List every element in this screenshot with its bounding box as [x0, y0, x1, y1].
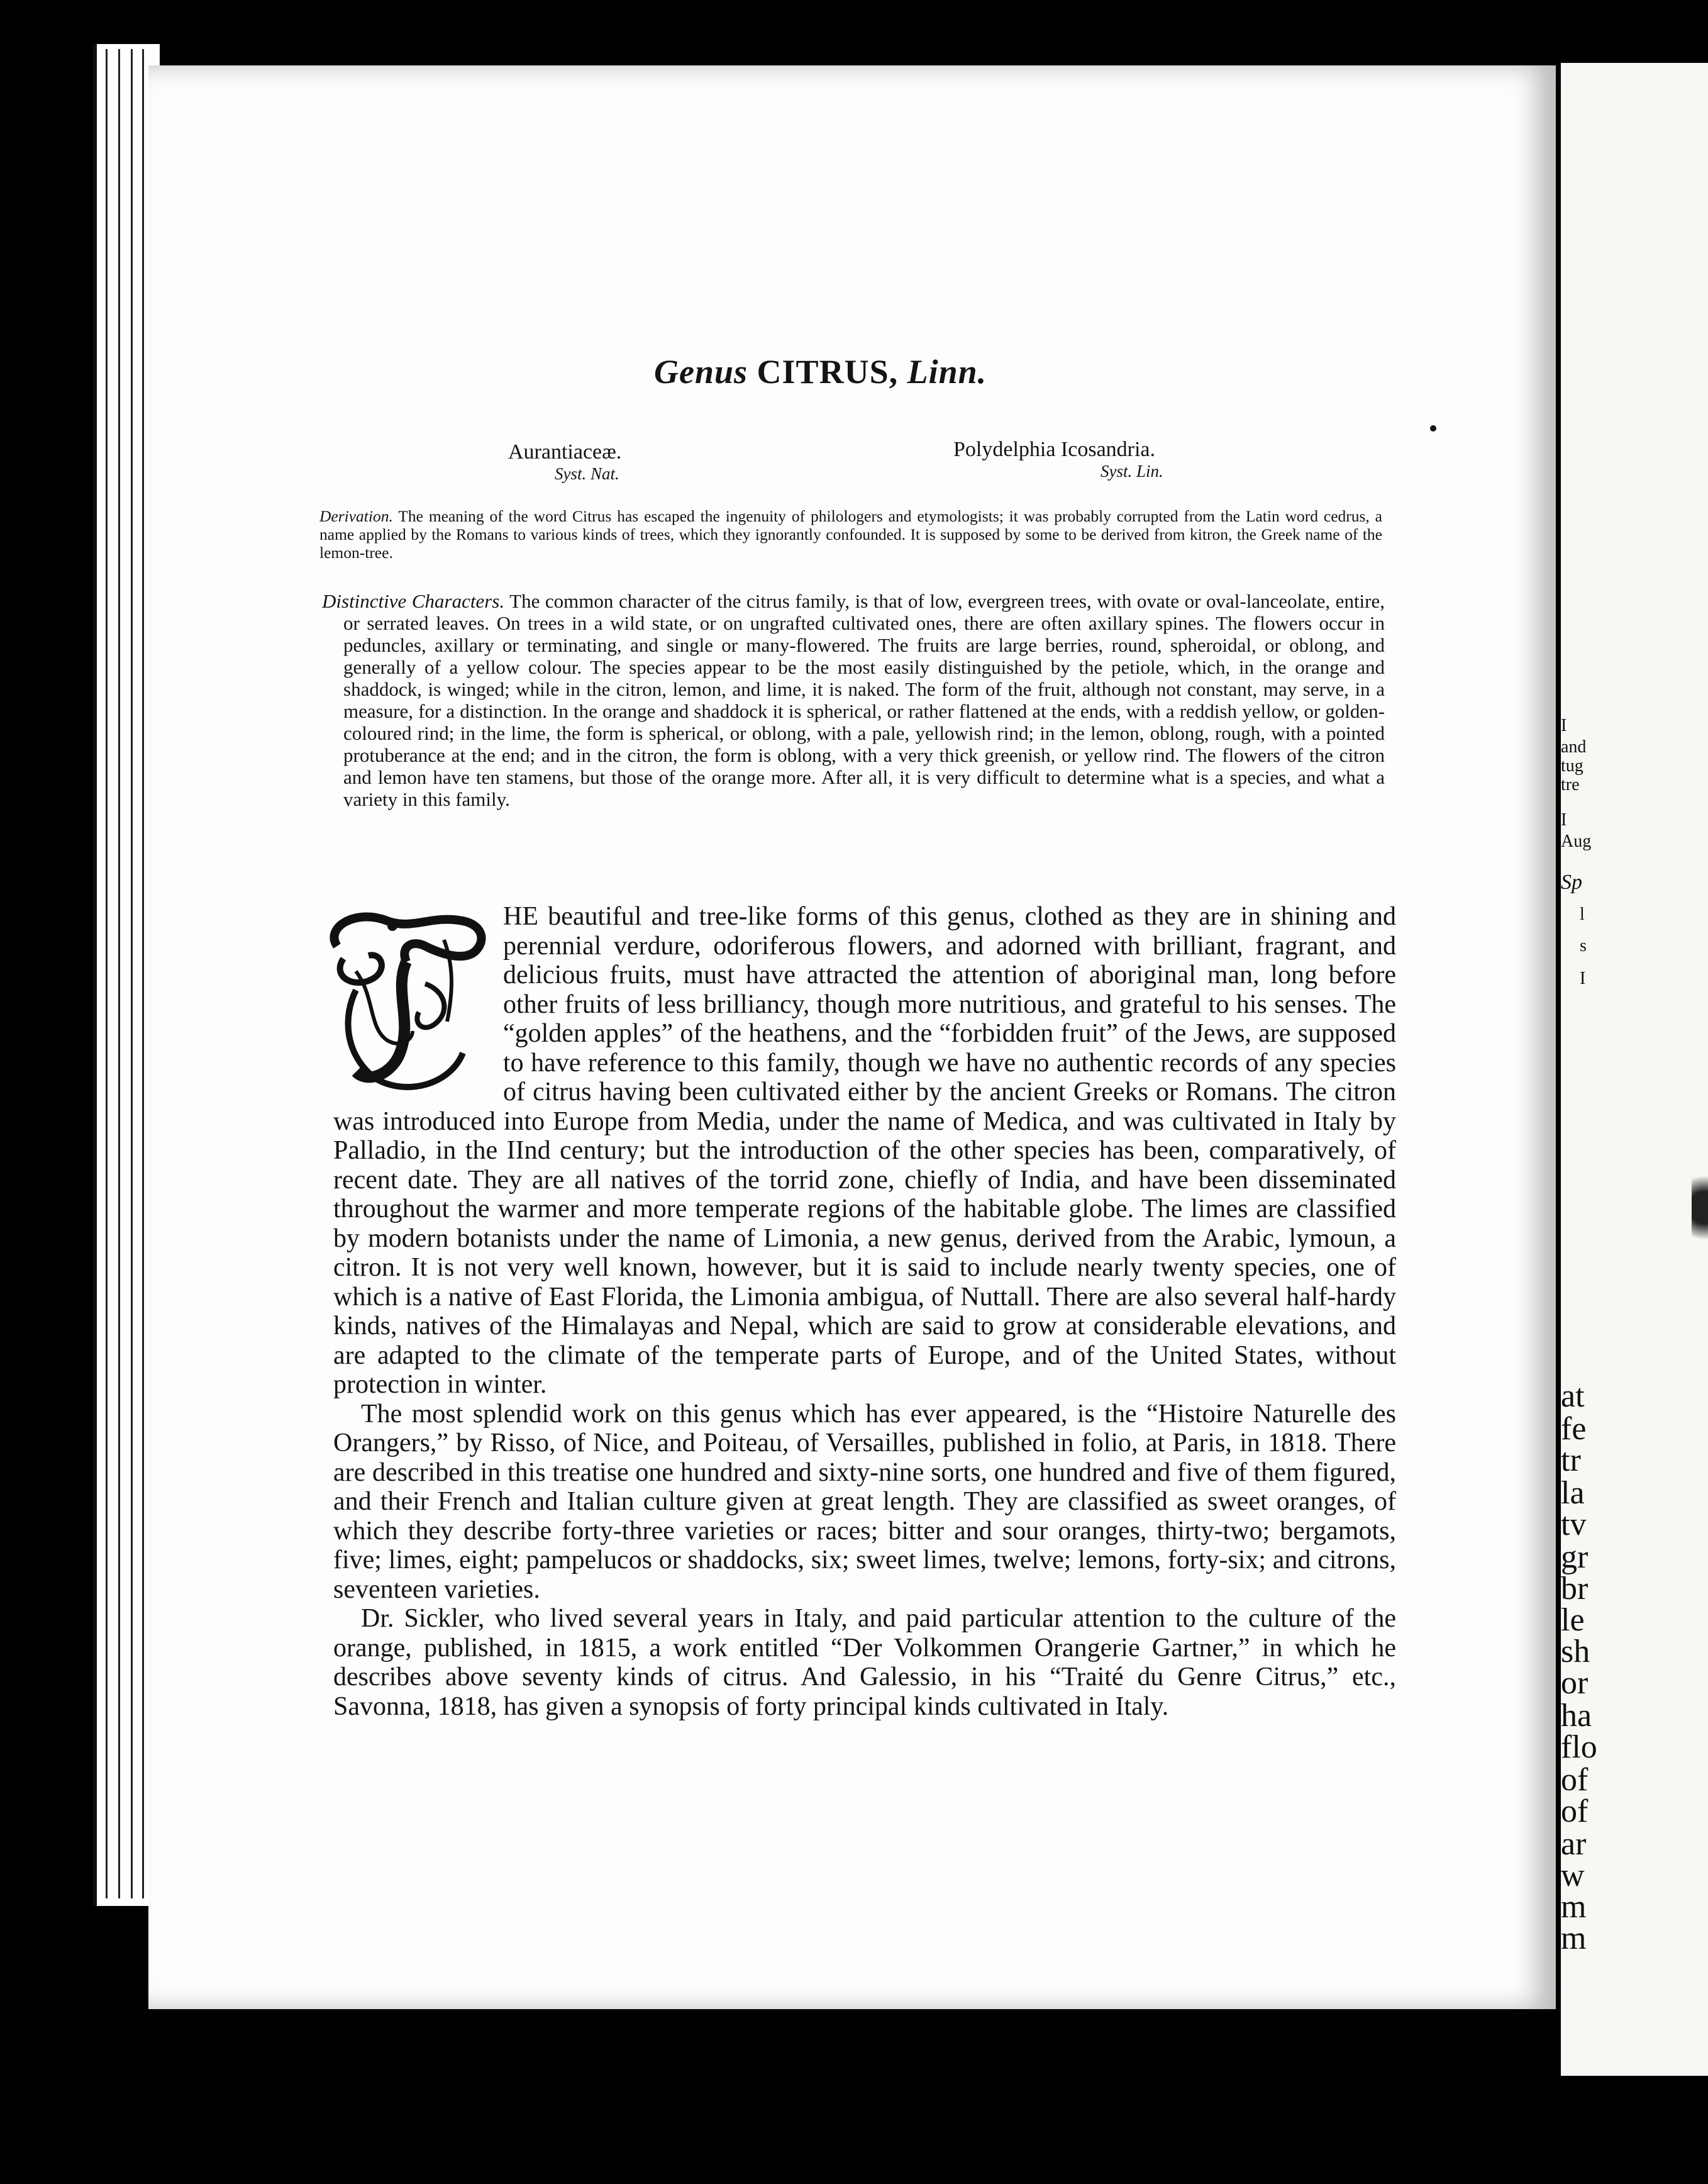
facing-text-fragment: gr	[1561, 1539, 1589, 1575]
page-edge-line	[131, 49, 133, 1898]
page-edge-line	[106, 49, 108, 1898]
facing-text-fragment: of	[1561, 1793, 1589, 1829]
characters-text: The common character of the citrus family, is that of low, evergreen trees, with ovate or oval-lanceolate, entire, or serrated leaves. On trees in a wild state, or on ungrafted cultivated ones, there are often axillary spines. The flowers occur in peduncles, axillary or terminating, and single or many-flowered. The fruits are large berries, round, spheroidal, or oblong, and generally of a yellow colour. The species appear to be the most easily distinguished by the petiole, which, in the orange and shaddock, is winged; while in the citron, lemon, and lime, it is naked. The form of the fruit, although not constant, may serve, in a measure, for a distinction. In the orange and shaddock it is spherical, or rather flattened at the ends, with a reddish yellow, or golden-coloured rind; in the lime, the form is spherical, or oblong, with a pale, yellowish rind; in the lemon, oblong, rough, with a pointed protuberance at the end; and in the citron, the form is oblong, with a very thick greenish, or yellow rind. The flowers of the citron and lemon have ten stamens, but those of the orange more. After all, it is very difficult to determine what is a species, and what a variety in this family.	[343, 590, 1385, 810]
facing-text-fragment: I	[1561, 810, 1567, 830]
ink-dot	[1430, 425, 1436, 432]
linnaean-class: Polydelphia Icosandria.	[953, 438, 1156, 461]
facing-text-fragment: I	[1561, 716, 1567, 735]
facing-text-fragment: l	[1580, 905, 1585, 924]
facing-text-fragment: sh	[1561, 1634, 1590, 1669]
page-title	[654, 352, 987, 391]
facing-illustration-fragment	[1692, 1164, 1708, 1252]
facing-text-fragment: ha	[1561, 1698, 1592, 1734]
facing-text-fragment: I	[1580, 969, 1586, 988]
title-genus: Genus	[654, 353, 748, 391]
facing-text-fragment: w	[1561, 1858, 1585, 1893]
facing-text-fragment: and	[1561, 737, 1587, 757]
facing-text-fragment: le	[1561, 1602, 1585, 1638]
derivation-label: Derivation.	[319, 507, 393, 525]
facing-text-fragment: m	[1561, 1889, 1587, 1925]
linnaean-class-source: Syst. Lin.	[1101, 462, 1163, 481]
facing-text-fragment: ar	[1561, 1826, 1587, 1862]
derivation-paragraph	[319, 507, 1382, 562]
natural-order: Aurantiaceæ.	[508, 440, 622, 464]
facing-text-fragment: la	[1561, 1475, 1585, 1511]
facing-text-fragment: m	[1561, 1920, 1587, 1956]
natural-order-source: Syst. Nat.	[555, 464, 619, 483]
body-paragraph-1	[333, 902, 1396, 1400]
body-text-1: HE beautiful and tree-like forms of this genus, clothed as they are in shining and perennial verdure, odoriferous flowers, and adorned with brilliant, fragrant, and delicious fruits, must have attracted the attention of aboriginal man, long before other fruits of less brilliancy, though more nutritious, and grateful to his senses. The “golden apples” of the heathens, and the “forbidden fruit” of the Jews, are supposed to have reference to this family, though we have no authentic records of any species of citrus having been cultivated either by the ancient Greeks or Romans. The citron was introduced into Europe from Media, under the name of Medica, and was cultivated in Italy by Palladio, in the IInd century; but the introduction of the other species has been, comparatively, of recent date. They are all natives of the torrid zone, chiefly of India, and have been disseminated throughout the warmer and more temperate regions of the habitable globe. The limes are classified by modern botanists under the name of Limonia, a new genus, derived from the Arabic, lymoun, a citron. It is not very well known, however, but it is said to include nearly twenty species, one of which is a native of East Florida, the Limonia ambigua, of Nuttall. There are also several half-hardy kinds, natives of the Himalayas and Nepal, which are said to grow at considerable elevations, and are adapted to the climate of the temperate parts of Europe, and of the United States, without protection in winter.	[333, 902, 1396, 1399]
facing-text-fragment: of	[1561, 1762, 1589, 1798]
ornamental-dropcap-t-icon	[318, 902, 492, 1097]
body-paragraph-3: Dr. Sickler, who lived several years in Italy, and paid particular attention to the culture of the orange, published, in 1815, a work entitled “Der Volkommen Orangerie Gartner,” in which he describes above seventy kinds of citrus. And Galessio, in his “Traité du Genre Citrus,” etc., Savonna, 1818, has given a synopsis of forty principal kinds cultivated in Italy.	[333, 1604, 1396, 1721]
characters-label: Distinctive Characters.	[322, 590, 505, 612]
body-paragraph-2: The most splendid work on this genus which has ever appeared, is the “Histoire Naturelle des Orangers,” by Risso, of Nice, and Poiteau, of Versailles, published in folio, at Paris, in 1818. There are described in this treatise one hundred and sixty-nine sorts, one hundred and five of them figured, and their French and Italian culture given at great length. They are classified as sweet oranges, of which they describe forty-three varieties or races; bitter and sour oranges, thirty-two; bergamots, five; limes, eight; pampelucos or shaddocks, six; sweet limes, twelve; lemons, forty-six; and citrons, seventeen varieties.	[333, 1399, 1396, 1604]
facing-page-fragment	[1561, 63, 1708, 2076]
main-body	[333, 902, 1396, 1721]
facing-text-fragment: tre	[1561, 775, 1580, 794]
facing-text-fragment: br	[1561, 1571, 1589, 1607]
page-edge-line	[118, 49, 120, 1898]
page-edge-line	[142, 49, 144, 1898]
facing-text-fragment: flo	[1561, 1729, 1597, 1765]
facing-text-fragment: or	[1561, 1665, 1589, 1701]
facing-text-fragment: tv	[1561, 1507, 1587, 1542]
facing-text-fragment: fe	[1561, 1411, 1587, 1447]
facing-text-fragment: Sp	[1561, 871, 1582, 894]
facing-text-fragment: tug	[1561, 756, 1583, 776]
facing-text-fragment: tr	[1561, 1442, 1581, 1478]
facing-text-fragment: at	[1561, 1378, 1585, 1414]
derivation-text: The meaning of the word Citrus has escaped the ingenuity of philologers and etymologists; it was probably corrupted from the Latin word cedrus, a name applied by the Romans to various kinds of trees, which they ignorantly confounded. It is supposed by some to be derived from kitron, the Greek name of the lemon-tree.	[319, 507, 1383, 562]
distinctive-characters-paragraph	[322, 590, 1385, 810]
title-authority: Linn.	[907, 353, 987, 391]
facing-text-fragment: s	[1580, 936, 1587, 956]
title-citrus: CITRUS,	[757, 353, 899, 391]
facing-text-fragment: Aug	[1561, 832, 1592, 851]
